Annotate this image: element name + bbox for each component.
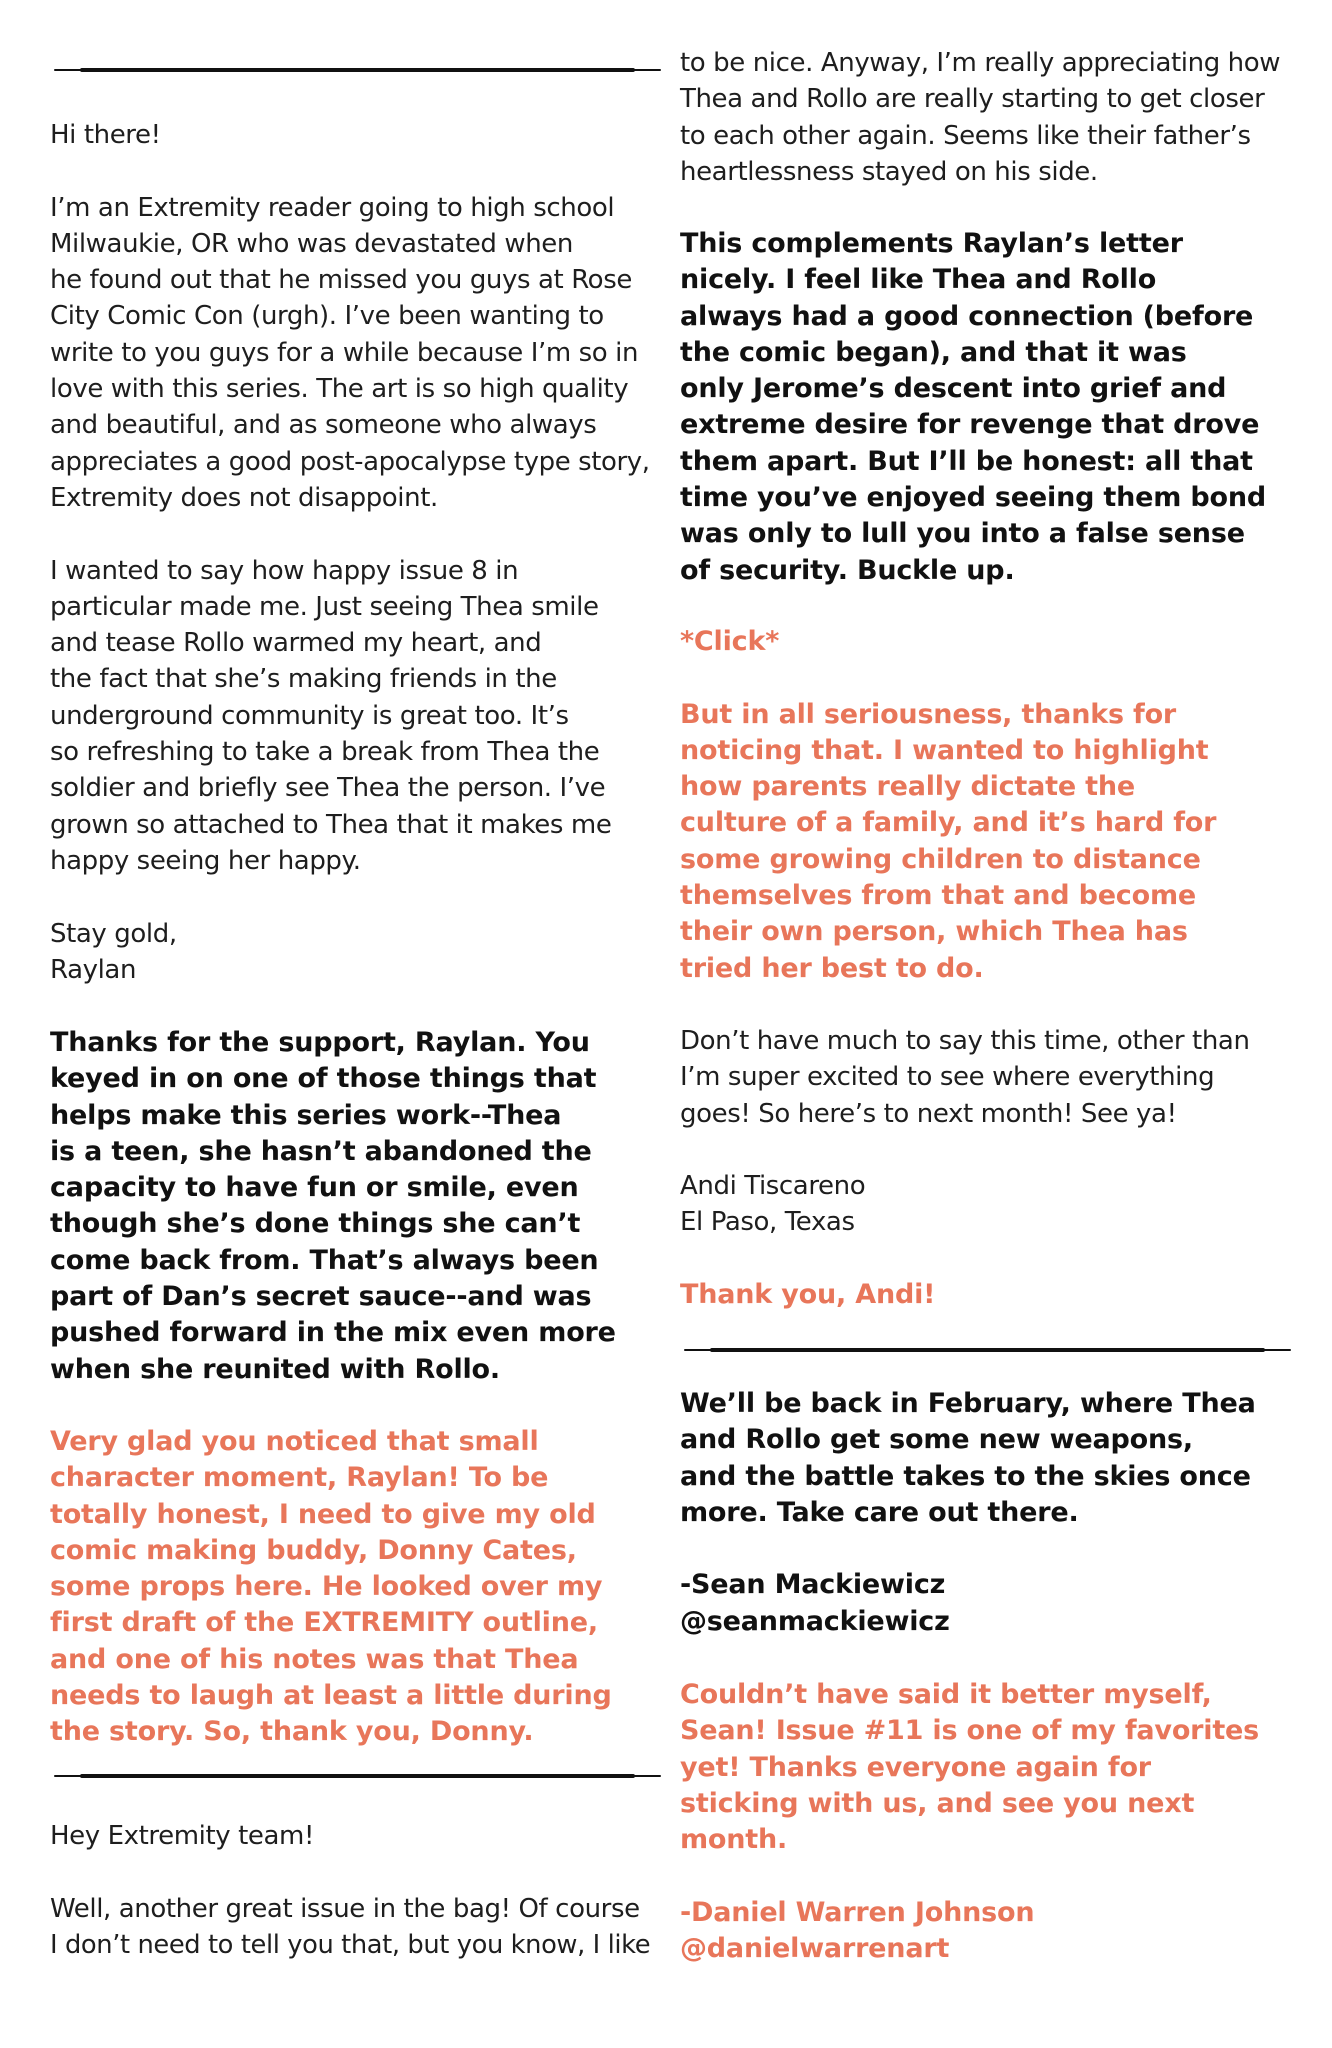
letter-andi-continued — [680, 45, 1280, 190]
divider-top-left — [80, 68, 635, 72]
signature — [680, 1567, 1280, 1640]
reply-sean-andi — [680, 226, 1280, 589]
reply-dwj-thanks — [680, 1277, 1280, 1313]
text-line: was only to lull you into a false sense — [680, 518, 1245, 550]
text-line: tried her best to do. — [680, 952, 984, 984]
signature-handle: @danielwarrenart — [680, 1933, 950, 1965]
text-line: This complements Raylan’s letter — [680, 228, 1183, 259]
text-line: how parents really dictate the — [680, 771, 1136, 803]
text-line: noticing that. I wanted to highlight — [680, 734, 1209, 766]
text-line: Couldn’t have said it better myself, — [680, 1679, 1212, 1710]
signoff-name: Raylan — [50, 954, 137, 985]
divider-mid-right — [710, 1348, 1265, 1352]
reply-sean-raylan — [50, 1025, 650, 1388]
text-line: City Comic Con (urgh). I’ve been wanting to — [50, 301, 604, 332]
text-line: needs to laugh at least a little during — [50, 1680, 612, 1712]
signature-name: -Daniel Warren Johnson — [680, 1896, 1035, 1928]
text-line: he found out that he missed you guys at Rose — [50, 265, 632, 296]
text-line: Don’t have much to say this time, other than — [680, 1026, 1250, 1056]
divider-mid-left — [80, 1774, 635, 1778]
closing-dwj — [680, 1677, 1280, 1967]
text-line: and tease Rollo warmed my heart, and — [50, 628, 542, 659]
text-line: capacity to have fun or smile, even — [50, 1172, 579, 1204]
text-line: culture of a family, and it’s hard for — [680, 807, 1217, 839]
text-line: first draft of the EXTREMITY outline, — [50, 1607, 598, 1639]
text-line: yet! Thanks everyone again for — [680, 1751, 1151, 1783]
signature-name: Andi Tiscareno — [680, 1171, 866, 1202]
text-line: and Rollo get some new weapons, — [680, 1424, 1193, 1456]
text-line: character moment, Raylan! To be — [50, 1462, 549, 1494]
text-line: them apart. But I’ll be honest: all that — [680, 445, 1253, 477]
text-line: soldier and briefly see Thea the person. I’ve — [50, 773, 606, 804]
text-line: come back from. That’s always been — [50, 1244, 599, 1276]
text-line: love with this series. The art is so high quality — [50, 374, 629, 405]
text-line: the fact that she’s making friends in the — [50, 664, 557, 695]
text-line: Milwaukie, OR who was devastated when — [50, 228, 573, 259]
text-line: heartlessness stayed on his side. — [680, 156, 1098, 187]
text-line: happy seeing her happy. — [50, 845, 361, 876]
text-line: I’m an Extremity reader going to high school — [50, 192, 615, 223]
reply-dwj-raylan — [50, 1424, 650, 1751]
text-line: more. Take care out there. — [680, 1496, 1079, 1528]
text-line: I don’t need to tell you that, but you know, I like — [50, 1929, 651, 1960]
text-line: month. — [680, 1824, 788, 1856]
text-line: to be nice. Anyway, I’m really appreciating how — [680, 48, 1281, 78]
text-line: though she’s done things she can’t — [50, 1208, 581, 1240]
text-line: when she reunited with Rollo. — [50, 1353, 500, 1385]
letter-signature — [680, 1168, 1280, 1241]
text-line: helps make this series work--Thea — [50, 1099, 562, 1131]
text-line: is a teen, she hasn’t abandoned the — [50, 1135, 592, 1167]
letter-signoff — [50, 916, 650, 989]
text-line: write to you guys for a while because I’m so in — [50, 337, 639, 368]
text-line: We’ll be back in February, where Thea — [680, 1388, 1256, 1419]
letter-paragraph — [50, 553, 650, 880]
click-text: *Click* — [680, 626, 780, 657]
letter-greeting: Hey Extremity team! — [50, 1821, 314, 1851]
text-line: some props here. He looked over my — [50, 1571, 603, 1603]
signature-location: El Paso, Texas — [680, 1207, 855, 1238]
text-line: and the battle takes to the skies once — [680, 1460, 1251, 1492]
text-line: Thanks for the support, Raylan. You — [50, 1027, 590, 1058]
text-line: to each other again. Seems like their father’s — [680, 120, 1251, 151]
text-line: sticking with us, and see you next — [680, 1787, 1195, 1819]
text-line: totally honest, I need to give my old — [50, 1498, 596, 1530]
text-line: nicely. I feel like Thea and Rollo — [680, 264, 1157, 296]
text-line: keyed in on one of those things that — [50, 1063, 597, 1095]
letter-raylan — [50, 117, 650, 988]
text-line: Thea and Rollo are really starting to get closer — [680, 84, 1265, 115]
text-line: appreciates a good post-apocalypse type story, — [50, 446, 650, 477]
text-line: themselves from that and become — [680, 880, 1197, 912]
text-line: comic making buddy, Donny Cates, — [50, 1534, 577, 1566]
text-line: Sean! Issue #11 is one of my favorites — [680, 1715, 1260, 1747]
text-line: always had a good connection (before — [680, 300, 1254, 332]
text-line: so refreshing to take a break from Thea the — [50, 737, 600, 768]
text-line: time you’ve enjoyed seeing them bond — [680, 482, 1267, 514]
text-line: Extremity does not disappoint. — [50, 482, 438, 513]
text-line: particular made me. Just seeing Thea smile — [50, 591, 599, 622]
text-line: Well, another great issue in the bag! Of course — [50, 1893, 640, 1924]
text-line: grown so attached to Thea that it makes me — [50, 809, 612, 840]
text-line: and beautiful, and as someone who always — [50, 410, 597, 441]
text-line: goes! So here’s to next month! See ya! — [680, 1098, 1177, 1129]
text-line: Very glad you noticed that small — [50, 1426, 539, 1457]
text-line: underground community is great too. It’s — [50, 700, 569, 731]
text-line: the story. So, thank you, Donny. — [50, 1716, 534, 1748]
signature — [680, 1895, 1280, 1968]
text-line: of security. Buckle up. — [680, 554, 1015, 586]
text-line: the comic began), and that it was — [680, 336, 1187, 368]
reply-dwj-andi — [680, 624, 1280, 987]
closing-sean — [680, 1386, 1280, 1640]
text-line: only Jerome’s descent into grief and — [680, 373, 1227, 405]
text-line: part of Dan’s secret sauce--and was — [50, 1281, 592, 1313]
thanks-text: Thank you, Andi! — [680, 1279, 936, 1310]
letter-paragraph — [50, 1891, 650, 1964]
text-line: extreme desire for revenge that drove — [680, 409, 1260, 441]
letter-paragraph — [50, 190, 650, 517]
text-line: I’m super excited to see where everything — [680, 1062, 1215, 1093]
letter-greeting: Hi there! — [50, 120, 161, 150]
text-line: I wanted to say how happy issue 8 in — [50, 555, 519, 586]
letter-andi-start — [50, 1818, 650, 1963]
letter-andi-end — [680, 1023, 1280, 1241]
text-line: But in all seriousness, thanks for — [680, 698, 1177, 730]
signature-handle: @seanmackiewicz — [680, 1605, 950, 1637]
text-line: some growing children to distance — [680, 843, 1201, 875]
text-line: and one of his notes was that Thea — [50, 1643, 579, 1675]
signoff-text: Stay gold, — [50, 918, 177, 949]
text-line: pushed forward in the mix even more — [50, 1317, 616, 1349]
signature-name: -Sean Mackiewicz — [680, 1569, 946, 1601]
text-line: their own person, which Thea has — [680, 916, 1188, 948]
